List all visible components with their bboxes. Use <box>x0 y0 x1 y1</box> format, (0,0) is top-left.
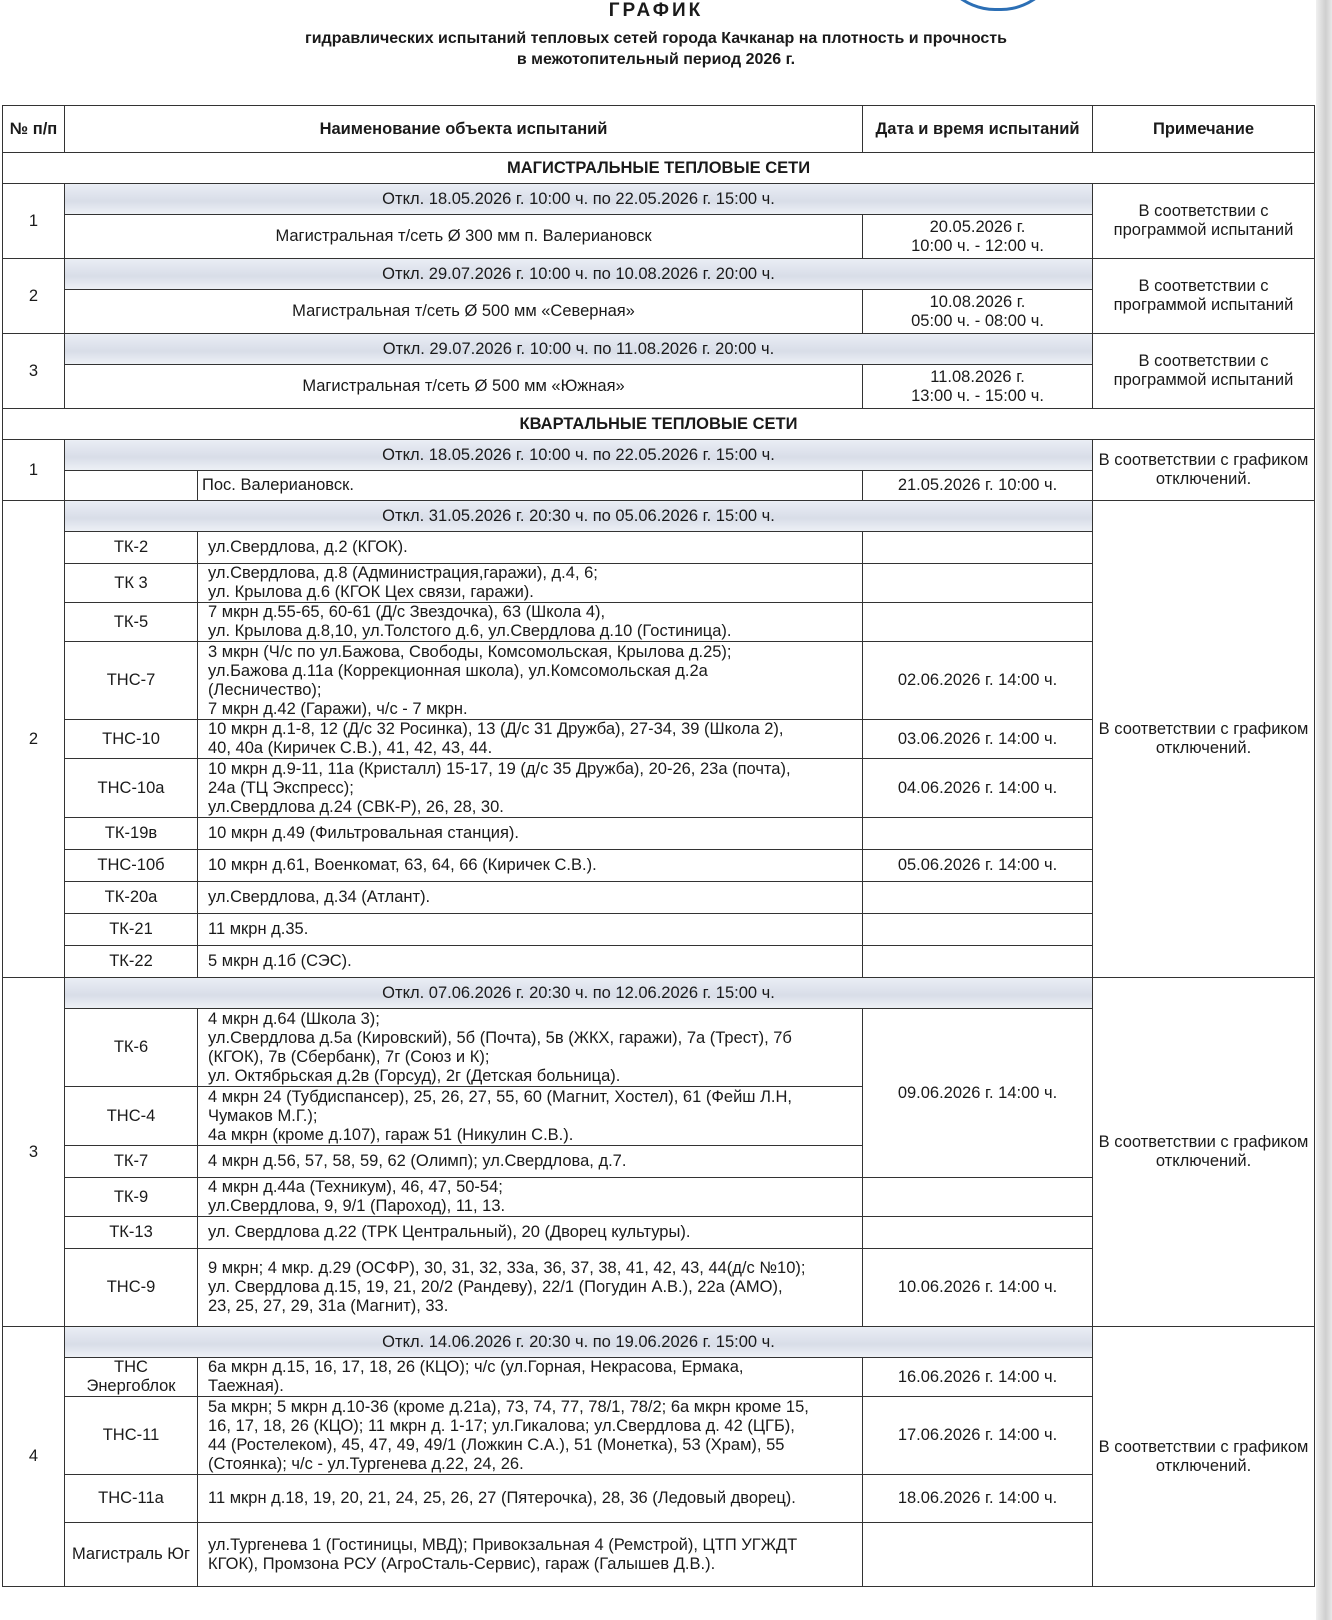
address: 10 мкрн д.9-11, 11а (Кристалл) 15-17, 19 (д/с 35 Дружба), 20-26, 23а (почта), 24а (ТЦ Экспресс); ул.Свердлова д.24 (СВК-Р), 26, 28, 30. <box>198 759 863 818</box>
col-header-note: Примечание <box>1093 106 1315 153</box>
test-date: 16.06.2026 г. 14:00 ч. <box>863 1358 1093 1397</box>
address: 4 мкрн 24 (Тубдиспансер), 25, 26, 27, 55, 60 (Магнит, Хостел), 61 (Фейш Л.Н, Чумаков М.Г.); 4а мкрн (кроме д.107), гараж 51 (Никулин С.В.). <box>198 1087 863 1146</box>
address: 3 мкрн (Ч/с по ул.Бажова, Свободы, Комсомольская, Крылова д.25); ул.Бажова д.11а (Коррекционная школа), ул.Комсомольская д.2а (Лесничество); 7 мкрн д.42 (Гаражи), ч/с - 7 мкрн. <box>198 642 863 720</box>
tk-cell: ТК-21 <box>65 914 198 946</box>
tk-cell: Магистраль Юг <box>65 1523 198 1587</box>
test-date: 10.06.2026 г. 14:00 ч. <box>863 1249 1093 1327</box>
tk-cell <box>65 471 198 501</box>
quarter-off-row <box>3 440 1315 471</box>
col-header-num: № п/п <box>3 106 65 153</box>
object-name: Магистральная т/сеть Ø 500 мм «Южная» <box>65 365 863 409</box>
section-title-quarter: КВАРТАЛЬНЫЕ ТЕПЛОВЫЕ СЕТИ <box>3 409 1315 440</box>
address: ул.Свердлова, д.8 (Администрация,гаражи), д.4, 6; ул. Крылова д.6 (КГОК Цех связи, гаражи). <box>198 564 863 603</box>
address: 4 мкрн д.56, 57, 58, 59, 62 (Олимп); ул.Свердлова, д.7. <box>198 1146 863 1178</box>
row-note: В соответствии с графиком отключений. <box>1093 501 1315 978</box>
test-date: 02.06.2026 г. 14:00 ч. <box>863 642 1093 720</box>
col-header-name: Наименование объекта испытаний <box>65 106 863 153</box>
table-header-row <box>3 106 1315 153</box>
address: 5а мкрн; 5 мкрн д.10-36 (кроме д.21а), 73, 74, 77, 78/1, 78/2; 6а мкрн кроме 15, 16, 17, 18, 26 (КЦО); 11 мкрн д. 1-17; ул.Гикалова; ул.Свердлова д. 42 (ЦГБ), 44 (Ростелеком), 45, 47, 49, 49/1 (Ложкин С.А.), 51 (Монетка), 53 (Храм), 55 (Стоянка); ч/с - ул.Тургенева д.22, 24, 26. <box>198 1397 863 1475</box>
tk-cell: ТК-19в <box>65 818 198 850</box>
test-date <box>863 1217 1093 1249</box>
tk-cell: ТК-6 <box>65 1009 198 1087</box>
tk-cell: ТНС-11 <box>65 1397 198 1475</box>
address: ул.Свердлова, д.34 (Атлант). <box>198 882 863 914</box>
schedule-table <box>2 105 1315 1587</box>
address: 11 мкрн д.18, 19, 20, 21, 24, 25, 26, 27 (Пятерочка), 28, 36 (Ледовый дворец). <box>198 1475 863 1523</box>
object-name: Магистральная т/сеть Ø 300 мм п. Валериановск <box>65 215 863 259</box>
outage-period: Откл. 31.05.2026 г. 20:30 ч. по 05.06.2026 г. 15:00 ч. <box>65 501 1093 532</box>
section-row <box>3 153 1315 184</box>
address: ул. Свердлова д.22 (ТРК Центральный), 20 (Дворец культуры). <box>198 1217 863 1249</box>
outage-period: Откл. 07.06.2026 г. 20:30 ч. по 12.06.2026 г. 15:00 ч. <box>65 978 1093 1009</box>
address: 6а мкрн д.15, 16, 17, 18, 26 (КЦО); ч/с (ул.Горная, Некрасова, Ермака, Таежная). <box>198 1358 863 1397</box>
main-off-row <box>3 184 1315 215</box>
quarter-off-row <box>3 501 1315 532</box>
test-date <box>863 946 1093 978</box>
address: 11 мкрн д.35. <box>198 914 863 946</box>
address: 4 мкрн д.44а (Техникум), 46, 47, 50-54; ул.Свердлова, 9, 9/1 (Пароход), 11, 13. <box>198 1178 863 1217</box>
address: ул.Свердлова, д.2 (КГОК). <box>198 532 863 564</box>
row-note: В соответствии с графиком отключений. <box>1093 1327 1315 1587</box>
test-date: 03.06.2026 г. 14:00 ч. <box>863 720 1093 759</box>
test-date: 10.08.2026 г. 05:00 ч. - 08:00 ч. <box>863 290 1093 334</box>
test-date: 18.06.2026 г. 14:00 ч. <box>863 1475 1093 1523</box>
tk-cell: ТНС-10б <box>65 850 198 882</box>
row-number: 3 <box>3 978 65 1327</box>
test-date <box>863 882 1093 914</box>
test-date: 21.05.2026 г. 10:00 ч. <box>863 471 1093 501</box>
test-date <box>863 603 1093 642</box>
address: 10 мкрн д.1-8, 12 (Д/с 32 Росинка), 13 (Д/с 31 Дружба), 27-34, 39 (Школа 2), 40, 40а (Киричек С.В.), 41, 42, 43, 44. <box>198 720 863 759</box>
row-number: 4 <box>3 1327 65 1587</box>
section-title-main: МАГИСТРАЛЬНЫЕ ТЕПЛОВЫЕ СЕТИ <box>3 153 1315 184</box>
test-date <box>863 818 1093 850</box>
outage-period: Откл. 29.07.2026 г. 10:00 ч. по 10.08.2026 г. 20:00 ч. <box>65 259 1093 290</box>
row-number: 2 <box>3 259 65 334</box>
doc-subtitle: гидравлических испытаний тепловых сетей города Качканар на плотность и прочность <box>305 30 1007 47</box>
row-number: 2 <box>3 501 65 978</box>
main-off-row <box>3 334 1315 365</box>
row-number: 3 <box>3 334 65 409</box>
address: 5 мкрн д.1б (СЭС). <box>198 946 863 978</box>
address: 10 мкрн д.61, Военкомат, 63, 64, 66 (Киричек С.В.). <box>198 850 863 882</box>
tk-cell: ТНС-9 <box>65 1249 198 1327</box>
test-date <box>863 564 1093 603</box>
row-note: В соответствии с программой испытаний <box>1093 334 1315 409</box>
tk-cell: ТК 3 <box>65 564 198 603</box>
test-date: 09.06.2026 г. 14:00 ч. <box>863 1009 1093 1178</box>
tk-cell: ТК-9 <box>65 1178 198 1217</box>
tk-cell: ТНС-4 <box>65 1087 198 1146</box>
tk-cell: ТНС-10а <box>65 759 198 818</box>
test-date: 20.05.2026 г. 10:00 ч. - 12:00 ч. <box>863 215 1093 259</box>
quarter-off-row <box>3 1327 1315 1358</box>
tk-cell: ТК-22 <box>65 946 198 978</box>
row-note: В соответствии с программой испытаний <box>1093 184 1315 259</box>
test-date: 05.06.2026 г. 14:00 ч. <box>863 850 1093 882</box>
object-name: Магистральная т/сеть Ø 500 мм «Северная» <box>65 290 863 334</box>
test-date <box>863 1178 1093 1217</box>
address: 4 мкрн д.64 (Школа 3); ул.Свердлова д.5а (Кировский), 5б (Почта), 5в (ЖКХ, гаражи), 7а (Трест), 7б (КГОК), 7в (Сбербанк), 7г (Союз и К); ул. Октябрьская д.2в (Горсуд), 2г (Детская больница). <box>198 1009 863 1087</box>
address: Пос. Валериановск. <box>198 471 863 501</box>
row-note: В соответствии с графиком отключений. <box>1093 440 1315 501</box>
tk-cell: ТНС-7 <box>65 642 198 720</box>
row-number: 1 <box>3 184 65 259</box>
test-date <box>863 914 1093 946</box>
test-date: 11.08.2026 г. 13:00 ч. - 15:00 ч. <box>863 365 1093 409</box>
main-off-row <box>3 259 1315 290</box>
col-header-date: Дата и время испытаний <box>863 106 1093 153</box>
address: 10 мкрн д.49 (Фильтровальная станция). <box>198 818 863 850</box>
row-note: В соответствии с программой испытаний <box>1093 259 1315 334</box>
tk-cell: ТНС-11а <box>65 1475 198 1523</box>
test-date <box>863 1523 1093 1587</box>
tk-cell: ТНС Энергоблок <box>65 1358 198 1397</box>
tk-cell: ТК-7 <box>65 1146 198 1178</box>
scan-edge <box>1316 0 1332 1620</box>
test-date: 17.06.2026 г. 14:00 ч. <box>863 1397 1093 1475</box>
outage-period: Откл. 14.06.2026 г. 20:30 ч. по 19.06.2026 г. 15:00 ч. <box>65 1327 1093 1358</box>
tk-cell: ТНС-10 <box>65 720 198 759</box>
address: 7 мкрн д.55-65, 60-61 (Д/с Звездочка), 63 (Школа 4), ул. Крылова д.8,10, ул.Толстого д.6, ул.Свердлова д.10 (Гостиница). <box>198 603 863 642</box>
address: 9 мкрн; 4 мкр. д.29 (ОСФР), 30, 31, 32, 33а, 36, 37, 38, 41, 42, 43, 44(д/с №10); ул. Свердлова д.15, 19, 21, 20/2 (Рандеву), 22/1 (Погудин А.В.), 22а (АМО), 23, 25, 27, 29, 31а (Магнит), 33. <box>198 1249 863 1327</box>
tk-cell: ТК-13 <box>65 1217 198 1249</box>
address: ул.Тургенева 1 (Гостиницы, МВД); Привокзальная 4 (Ремстрой), ЦТП УГЖДТ КГОК), Промзона РСУ (АгроСталь-Сервис), гараж (Галышев Д.В.). <box>198 1523 863 1587</box>
tk-cell: ТК-2 <box>65 532 198 564</box>
tk-cell: ТК-20а <box>65 882 198 914</box>
outage-period: Откл. 29.07.2026 г. 10:00 ч. по 11.08.2026 г. 20:00 ч. <box>65 334 1093 365</box>
outage-period: Откл. 18.05.2026 г. 10:00 ч. по 22.05.2026 г. 15:00 ч. <box>65 184 1093 215</box>
doc-title: ГРАФИК <box>608 0 704 21</box>
doc-period: в межотопительный период 2026 г. <box>516 51 796 68</box>
test-date <box>863 532 1093 564</box>
section-row <box>3 409 1315 440</box>
row-note: В соответствии с графиком отключений. <box>1093 978 1315 1327</box>
outage-period: Откл. 18.05.2026 г. 10:00 ч. по 22.05.2026 г. 15:00 ч. <box>65 440 1093 471</box>
tk-cell: ТК-5 <box>65 603 198 642</box>
row-number: 1 <box>3 440 65 501</box>
quarter-off-row <box>3 978 1315 1009</box>
test-date: 04.06.2026 г. 14:00 ч. <box>863 759 1093 818</box>
